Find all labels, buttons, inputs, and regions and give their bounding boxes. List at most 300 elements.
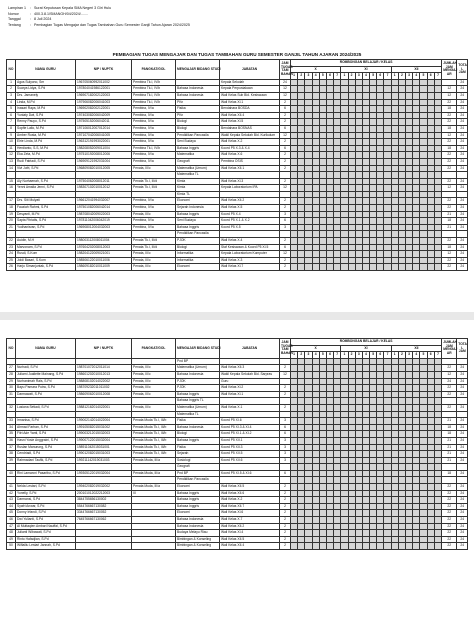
cell-jabatan: Koord P5 XI.5 & XI.6 <box>220 470 280 477</box>
cell-class-slot <box>370 172 377 179</box>
cell-class-slot <box>384 358 391 365</box>
cell-nip <box>76 464 132 471</box>
cell-class-slot <box>370 457 377 464</box>
cell-total: 24 <box>457 264 468 271</box>
cell-total: 24 <box>457 365 468 372</box>
cell-pangkat <box>132 517 176 524</box>
cell-class-slot <box>384 257 391 264</box>
cell-class-slot <box>391 398 398 405</box>
cell-jumlah: 24 <box>442 378 457 385</box>
cell-class-slot <box>398 172 405 179</box>
cell-class-slot <box>362 484 369 491</box>
cell-jam-tugas: 2 <box>280 238 291 245</box>
cell-nip: 200101012022212003 <box>76 490 132 497</box>
cell-class-slot <box>312 517 319 524</box>
cell-class-slot <box>326 224 333 231</box>
cell-jabatan <box>220 231 280 238</box>
cell-class-slot <box>326 99 333 106</box>
cell-jumlah: 22 <box>442 530 457 537</box>
cell-mapel: Fisika <box>176 444 220 451</box>
cell-jumlah <box>442 464 457 471</box>
cell-class-slot <box>391 378 398 385</box>
cell-total: 24 <box>457 238 468 245</box>
cell-nip: 199002142014022004 <box>76 418 132 425</box>
cell-class-slot <box>312 497 319 504</box>
cell-class-slot <box>319 503 326 510</box>
cell-class-slot <box>305 371 312 378</box>
cell-class-slot <box>312 158 319 165</box>
cell-total: 24 <box>457 470 468 477</box>
cell-total: 24 <box>457 418 468 425</box>
cell-class-slot <box>312 464 319 471</box>
cell-jumlah <box>442 398 457 405</box>
cell-pangkat: Pembina, IV/a <box>132 152 176 159</box>
cell-no: 3 <box>7 92 16 99</box>
cell-class-slot <box>384 477 391 484</box>
cell-class-slot <box>427 119 434 126</box>
cell-nip: 7645766667130062 <box>76 517 132 524</box>
cell-class-slot <box>420 198 427 205</box>
cell-class-slot <box>291 523 298 530</box>
cell-class-slot <box>362 125 369 132</box>
cell-class-slot <box>391 385 398 392</box>
cell-pangkat: Penata, III/c <box>132 165 176 172</box>
cell-class-slot <box>334 510 341 517</box>
cell-class-slot <box>298 398 305 405</box>
cell-class-slot <box>326 191 333 198</box>
cell-jam-tugas: 12 <box>280 251 291 258</box>
cell-class-slot <box>413 543 420 550</box>
cell-jabatan: Wali Kelas XII.7 <box>220 503 280 510</box>
cell-class-slot <box>326 477 333 484</box>
table-row <box>7 503 468 510</box>
cell-class-slot <box>384 145 391 152</box>
cell-class-slot <box>413 231 420 238</box>
cell-class-slot <box>334 503 341 510</box>
cell-no <box>7 231 16 238</box>
cell-class-slot <box>398 444 405 451</box>
cell-class-slot <box>391 99 398 106</box>
cell-class-slot <box>420 391 427 398</box>
cell-class-slot <box>377 418 384 425</box>
cell-class-slot <box>362 385 369 392</box>
cell-jumlah: 22 <box>442 365 457 372</box>
cell-class-slot <box>434 517 442 524</box>
cell-class-slot <box>420 158 427 165</box>
cell-class-slot <box>319 404 326 411</box>
cell-class-slot <box>370 231 377 238</box>
cell-class-slot <box>398 99 405 106</box>
cell-class-slot <box>312 106 319 113</box>
cell-class-slot <box>420 517 427 524</box>
cell-class-slot <box>427 99 434 106</box>
cell-class-slot <box>384 510 391 517</box>
cell-class-slot <box>413 530 420 537</box>
cell-class-slot <box>427 211 434 218</box>
cell-class-slot <box>377 543 384 550</box>
table-row <box>7 517 468 524</box>
cell-class-slot <box>362 251 369 258</box>
cell-class-slot <box>355 365 362 372</box>
table-row <box>7 106 468 113</box>
cell-class-slot <box>406 378 413 385</box>
cell-class-slot <box>326 198 333 205</box>
cell-class-slot <box>334 457 341 464</box>
cell-class-slot <box>398 484 405 491</box>
cell-class-slot <box>298 530 305 537</box>
cell-class-slot <box>348 431 355 438</box>
cell-class-slot <box>319 510 326 517</box>
cell-mapel: Pnd BP <box>176 470 220 477</box>
cell-class-slot <box>420 484 427 491</box>
cell-total: 24 <box>457 451 468 458</box>
cell-class-slot <box>355 431 362 438</box>
cell-class-slot <box>348 464 355 471</box>
cell-jumlah <box>442 358 457 365</box>
cell-nama: Fitri Ade Yanti, S.Pd <box>16 431 76 438</box>
cell-jumlah: 22 <box>442 112 457 119</box>
cell-class-slot <box>305 418 312 425</box>
cell-class-slot <box>348 158 355 165</box>
table-row <box>7 477 468 484</box>
cell-class-slot <box>434 211 442 218</box>
cell-class-slot <box>391 178 398 185</box>
cell-class-slot <box>319 152 326 159</box>
cell-class-slot <box>377 358 384 365</box>
cell-class-slot <box>406 165 413 172</box>
cell-class-slot <box>370 205 377 212</box>
cell-class-slot <box>312 99 319 106</box>
cell-class-slot <box>434 411 442 418</box>
cell-class-slot <box>355 517 362 524</box>
cell-nama: Yudhanisran, S.Pd <box>16 224 76 231</box>
table-row <box>7 398 468 405</box>
cell-pangkat <box>132 191 176 198</box>
cell-class-slot <box>355 145 362 152</box>
cell-class-slot <box>312 198 319 205</box>
cell-class-slot <box>362 198 369 205</box>
cell-class-slot <box>398 251 405 258</box>
cell-class-slot <box>341 358 348 365</box>
cell-class-slot <box>341 132 348 139</box>
cell-class-slot <box>384 365 391 372</box>
cell-class-slot <box>370 424 377 431</box>
cell-jumlah: 22 <box>442 119 457 126</box>
cell-class-slot <box>305 464 312 471</box>
table-row <box>7 484 468 491</box>
cell-nip <box>76 523 132 530</box>
cell-jabatan: Wali Kelas X.3 <box>220 257 280 264</box>
cell-class-slot <box>348 437 355 444</box>
cell-class-slot <box>341 424 348 431</box>
cell-class-slot <box>319 178 326 185</box>
header-class-number: 4 <box>312 73 319 80</box>
cell-class-slot <box>420 536 427 543</box>
cell-class-slot <box>298 257 305 264</box>
cell-class-slot <box>298 457 305 464</box>
cell-class-slot <box>413 257 420 264</box>
header-mapel: MENGAJAR BIDANG STUDI <box>176 60 220 80</box>
cell-jam-tugas: 2 <box>280 365 291 372</box>
cell-class-slot <box>355 523 362 530</box>
header-class-number: 6 <box>377 73 384 80</box>
cell-jam-tugas: 3 <box>280 437 291 444</box>
header-class-number: 7 <box>434 352 442 359</box>
cell-class-slot <box>341 490 348 497</box>
cell-class-slot <box>291 152 298 159</box>
cell-class-slot <box>305 244 312 251</box>
table-row <box>7 418 468 425</box>
cell-class-slot <box>427 523 434 530</box>
cell-class-slot <box>312 172 319 179</box>
cell-jam-tugas: 3 <box>280 224 291 231</box>
cell-total: 24 <box>457 503 468 510</box>
cell-class-slot <box>427 517 434 524</box>
cell-no: 29 <box>7 378 16 385</box>
cell-class-slot <box>298 510 305 517</box>
cell-class-slot <box>391 112 398 119</box>
cell-class-slot <box>420 205 427 212</box>
cell-class-slot <box>341 178 348 185</box>
cell-class-slot <box>291 165 298 172</box>
cell-class-slot <box>291 424 298 431</box>
cell-class-slot <box>355 490 362 497</box>
cell-class-slot <box>427 145 434 152</box>
cell-class-slot <box>305 517 312 524</box>
cell-class-slot <box>398 371 405 378</box>
cell-class-slot <box>348 385 355 392</box>
cell-class-slot <box>355 79 362 86</box>
cell-pangkat <box>132 477 176 484</box>
cell-class-slot <box>305 470 312 477</box>
cell-mapel: Biologi <box>176 244 220 251</box>
cell-class-slot <box>355 411 362 418</box>
cell-class-slot <box>427 490 434 497</box>
cell-class-slot <box>319 158 326 165</box>
cell-nama: Lusiana Setiadi, S.Pd <box>16 404 76 411</box>
cell-class-slot <box>305 424 312 431</box>
cell-class-slot <box>312 365 319 372</box>
cell-mapel: Biologi <box>176 125 220 132</box>
cell-class-slot <box>334 385 341 392</box>
cell-class-slot <box>312 371 319 378</box>
cell-jumlah <box>442 411 457 418</box>
cell-class-slot <box>305 152 312 159</box>
cell-jabatan: Wali Kelas Sub Bid. Kesiswaan <box>220 92 280 99</box>
cell-total: 24 <box>457 424 468 431</box>
cell-class-slot <box>298 86 305 93</box>
cell-pangkat: IX <box>132 490 176 497</box>
cell-no: 1 <box>7 79 16 86</box>
cell-nama <box>16 191 76 198</box>
cell-jumlah: 22 <box>442 517 457 524</box>
cell-nama: Julianti Wibawati, S.Pd <box>16 530 76 537</box>
cell-class-slot <box>398 86 405 93</box>
header-class-number: 3 <box>305 352 312 359</box>
header-class-number: 5 <box>370 73 377 80</box>
cell-no: 33 <box>7 418 16 425</box>
cell-class-slot <box>420 264 427 271</box>
cell-class-slot <box>391 244 398 251</box>
cell-class-slot <box>391 477 398 484</box>
cell-pangkat: Penata, III/c <box>132 371 176 378</box>
cell-jam-tugas: 3 <box>280 444 291 451</box>
cell-class-slot <box>305 191 312 198</box>
cell-class-slot <box>291 431 298 438</box>
cell-class-slot <box>291 205 298 212</box>
cell-class-slot <box>427 191 434 198</box>
cell-total <box>457 358 468 365</box>
cell-class-slot <box>312 145 319 152</box>
cell-class-slot <box>398 536 405 543</box>
cell-class-slot <box>319 497 326 504</box>
cell-class-slot <box>348 523 355 530</box>
cell-class-slot <box>398 244 405 251</box>
header-grade-xi: XI <box>341 66 391 73</box>
cell-class-slot <box>312 543 319 550</box>
cell-pangkat: Pembina, IV/a <box>132 205 176 212</box>
cell-jam-tugas: 3 <box>280 418 291 425</box>
cell-class-slot <box>362 358 369 365</box>
cell-jabatan: Wali Kelas XII.2 <box>220 198 280 205</box>
cell-no <box>7 464 16 471</box>
cell-class-slot <box>291 470 298 477</box>
cell-jabatan: Wali Kelas XI.5 <box>220 119 280 126</box>
cell-class-slot <box>312 86 319 93</box>
cell-class-slot <box>370 391 377 398</box>
cell-class-slot <box>420 99 427 106</box>
cell-jam-tugas <box>280 172 291 179</box>
cell-class-slot <box>312 211 319 218</box>
cell-jabatan: Kepala Perpustakaan <box>220 86 280 93</box>
cell-nama: Bayu Pamara Putra, S.Pd <box>16 385 76 392</box>
cell-class-slot <box>377 132 384 139</box>
cell-class-slot <box>362 470 369 477</box>
cell-class-slot <box>298 523 305 530</box>
cell-class-slot <box>420 497 427 504</box>
cell-class-slot <box>348 172 355 179</box>
cell-class-slot <box>341 211 348 218</box>
cell-class-slot <box>312 139 319 146</box>
header-rombel: ROMBONGAN BELAJAR / KELAS <box>291 339 442 346</box>
cell-class-slot <box>427 391 434 398</box>
cell-class-slot <box>391 92 398 99</box>
cell-class-slot <box>348 451 355 458</box>
cell-class-slot <box>334 378 341 385</box>
cell-class-slot <box>370 125 377 132</box>
cell-class-slot <box>398 92 405 99</box>
cell-pangkat: Penata, III/c <box>132 251 176 258</box>
cell-class-slot <box>341 139 348 146</box>
cell-class-slot <box>377 497 384 504</box>
cell-class-slot <box>370 238 377 245</box>
cell-class-slot <box>413 431 420 438</box>
cell-jumlah: 22 <box>442 152 457 159</box>
cell-jumlah: 18 <box>442 470 457 477</box>
header-class-number: 5 <box>370 352 377 359</box>
page-title: PEMBAGIAN TUGAS MENGAJAR DAN TUGAS TAMBAHAN GURU SEMESTER GANJIL TAHUN AJARAN 2024/2025 <box>112 52 362 57</box>
cell-jumlah: 12 <box>442 92 457 99</box>
cell-class-slot <box>326 238 333 245</box>
cell-pangkat: Pembina, IV/a <box>132 119 176 126</box>
cell-class-slot <box>398 365 405 372</box>
cell-jam-tugas: 6 <box>280 218 291 225</box>
cell-no: 41 <box>7 484 16 491</box>
cell-jam-tugas: 2 <box>280 536 291 543</box>
cell-class-slot <box>319 398 326 405</box>
cell-jabatan: Wali Kelas XII.3 <box>220 365 280 372</box>
cell-class-slot <box>398 517 405 524</box>
cell-no: 5 <box>7 106 16 113</box>
cell-class-slot <box>427 165 434 172</box>
header-jam-tugas: JAM TUGAS TAM BAHAN <box>280 60 291 80</box>
cell-class-slot <box>377 503 384 510</box>
cell-class-slot <box>377 530 384 537</box>
cell-class-slot <box>413 464 420 471</box>
cell-class-slot <box>377 457 384 464</box>
cell-jabatan <box>220 477 280 484</box>
cell-class-slot <box>370 477 377 484</box>
cell-class-slot <box>434 503 442 510</box>
cell-mapel: Bahasa Indonesia <box>176 523 220 530</box>
cell-class-slot <box>298 112 305 119</box>
cell-class-slot <box>326 106 333 113</box>
table-row <box>7 457 468 464</box>
cell-class-slot <box>391 484 398 491</box>
cell-pangkat <box>132 510 176 517</box>
cell-class-slot <box>348 211 355 218</box>
cell-nip: 198003112008011004 <box>76 238 132 245</box>
cell-class-slot <box>291 484 298 491</box>
cell-class-slot <box>305 125 312 132</box>
cell-class-slot <box>298 477 305 484</box>
cell-class-slot <box>326 244 333 251</box>
cell-class-slot <box>334 119 341 126</box>
cell-class-slot <box>355 152 362 159</box>
header-class-number: 7 <box>334 73 341 80</box>
cell-nama <box>16 231 76 238</box>
cell-class-slot <box>377 165 384 172</box>
cell-jumlah: 22 <box>442 484 457 491</box>
cell-jumlah <box>442 172 457 179</box>
cell-class-slot <box>291 125 298 132</box>
cell-class-slot <box>427 231 434 238</box>
cell-class-slot <box>312 490 319 497</box>
cell-class-slot <box>413 398 420 405</box>
cell-class-slot <box>434 106 442 113</box>
cell-class-slot <box>406 385 413 392</box>
cell-pangkat <box>132 523 176 530</box>
cell-jam-tugas: 2 <box>280 112 291 119</box>
cell-class-slot <box>334 424 341 431</box>
cell-class-slot <box>362 99 369 106</box>
cell-jumlah: 18 <box>442 145 457 152</box>
cell-class-slot <box>298 198 305 205</box>
cell-class-slot <box>434 165 442 172</box>
cell-class-slot <box>398 185 405 192</box>
cell-jam-tugas: 2 <box>280 257 291 264</box>
header-class-number: 1 <box>291 73 298 80</box>
cell-class-slot <box>362 510 369 517</box>
cell-class-slot <box>355 238 362 245</box>
cell-no: 30 <box>7 385 16 392</box>
cell-nip <box>76 411 132 418</box>
cell-class-slot <box>334 205 341 212</box>
cell-class-slot <box>334 398 341 405</box>
cell-class-slot <box>355 385 362 392</box>
cell-class-slot <box>334 79 341 86</box>
cell-class-slot <box>434 523 442 530</box>
